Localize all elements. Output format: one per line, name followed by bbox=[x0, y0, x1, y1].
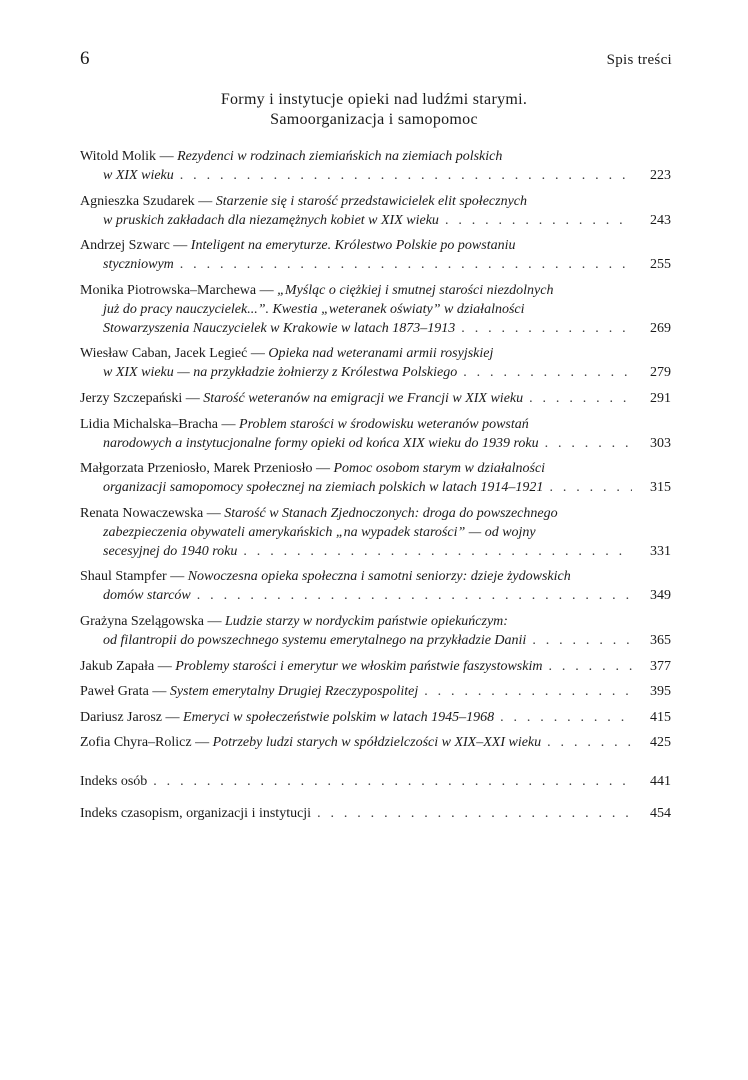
toc-author: Monika Piotrowska–Marchewa bbox=[80, 282, 257, 298]
toc-title: „Myśląc o ciężkiej i smutnej starości niezdolnych bbox=[277, 282, 554, 298]
dot-leader bbox=[500, 708, 632, 727]
toc-entry bbox=[80, 389, 671, 408]
toc-entry-text bbox=[103, 319, 455, 338]
toc-title: Starość w Stanach Zjednoczonych: droga do powszechnego bbox=[224, 505, 558, 521]
toc-title: Starość weteranów na emigracji we Francji w XIX wieku bbox=[203, 390, 524, 406]
dot-leader bbox=[243, 542, 632, 561]
page-number: 6 bbox=[80, 48, 90, 69]
toc-title: w pruskich zakładach dla niezamężnych kobiet w XIX wieku bbox=[103, 212, 439, 228]
toc-author: Grażyna Szelągowska bbox=[80, 613, 205, 629]
toc-entry bbox=[80, 708, 671, 727]
toc-author: Paweł Grata bbox=[80, 684, 149, 700]
dot-leader bbox=[180, 166, 632, 185]
toc-entry-line bbox=[80, 708, 671, 727]
toc-entry-line bbox=[80, 586, 671, 605]
toc-page-number: 255 bbox=[650, 257, 671, 273]
toc-page-number: 269 bbox=[650, 320, 671, 336]
toc-author: Małgorzata Przeniosło, Marek Przeniosło bbox=[80, 461, 313, 477]
toc-page-number: 395 bbox=[650, 684, 671, 700]
toc-entry-line bbox=[80, 434, 671, 453]
toc-entry-text bbox=[103, 211, 439, 230]
toc-title: od filantropii do powszechnego systemu emerytalnego na przykładzie Danii bbox=[103, 632, 527, 648]
index-entry-line bbox=[80, 772, 671, 791]
toc-page-number: 291 bbox=[650, 390, 671, 406]
section-title-line-1: Formy i instytucje opieki nad ludźmi starymi. bbox=[220, 91, 528, 108]
toc-entry-line bbox=[80, 281, 671, 300]
toc-entry bbox=[80, 281, 671, 338]
toc-author: Zofia Chyra–Rolicz bbox=[80, 735, 192, 751]
toc-entry bbox=[80, 504, 671, 561]
toc-entry-text: Andrzej Szwarc — Inteligent na emeryturze. Królestwo Polskie po powstaniu bbox=[80, 238, 516, 254]
toc-author: Dariusz Jarosz bbox=[80, 709, 163, 725]
toc-entry-text: Lidia Michalska–Bracha — Problem starości w środowisku weteranów powstań bbox=[80, 416, 529, 432]
toc-title: secesyjnej do 1940 roku bbox=[103, 543, 238, 559]
toc-page-number: 415 bbox=[650, 709, 671, 725]
dot-leader bbox=[424, 682, 632, 701]
toc-entry bbox=[80, 415, 671, 453]
dot-leader bbox=[180, 255, 632, 274]
toc-page-number: 303 bbox=[650, 435, 671, 451]
toc-title: Potrzeby ludzi starych w spółdzielczości w XIX–XXI wieku bbox=[212, 735, 542, 751]
toc-entry-line bbox=[80, 300, 671, 319]
toc-entry-text: Shaul Stampfer — Nowoczesna opieka społeczna i samotni seniorzy: dzieje żydowskich bbox=[80, 569, 571, 585]
toc-entry bbox=[80, 344, 671, 382]
toc-author: Andrzej Szwarc bbox=[80, 238, 170, 254]
toc-author: Witold Molik bbox=[80, 149, 157, 164]
toc-entry-text: Zofia Chyra–Rolicz — Potrzeby ludzi starych w spółdzielczości w XIX–XXI wieku bbox=[80, 735, 542, 751]
toc-title: już do pracy nauczycielek...”. Kwestia „weteranek oświaty” w działalności bbox=[103, 301, 525, 317]
toc-entry-line bbox=[80, 612, 671, 631]
toc-page-number: 315 bbox=[650, 480, 671, 496]
toc-entry bbox=[80, 147, 671, 185]
toc-page-number: 425 bbox=[650, 735, 671, 751]
dot-leader bbox=[463, 363, 632, 382]
toc-title: narodowych a instytucjonalne formy opieki od końca XIX wieku do 1939 roku bbox=[103, 435, 539, 451]
toc-title: organizacji samopomocy społecznej na ziemiach polskich w latach 1914–1921 bbox=[103, 480, 544, 496]
dot-leader bbox=[153, 772, 632, 791]
toc-entry-line bbox=[80, 523, 671, 542]
index-label: Indeks osób bbox=[80, 774, 148, 790]
toc-entry-text: Agnieszka Szudarek — Starzenie się i starość przedstawicielek elit społecznych bbox=[80, 193, 527, 209]
toc-entry-line bbox=[80, 631, 671, 650]
toc-title: domów starców bbox=[103, 588, 191, 604]
toc-title: w XIX wieku — na przykładzie żołnierzy z Królestwa Polskiego bbox=[103, 365, 458, 381]
toc-entry-line bbox=[80, 504, 671, 523]
toc-title: System emerytalny Drugiej Rzeczypospolitej bbox=[169, 684, 419, 700]
toc-author: Wiesław Caban, Jacek Legieć bbox=[80, 346, 248, 362]
toc-entry-line bbox=[80, 682, 671, 701]
index-page-number: 441 bbox=[650, 774, 671, 790]
toc-author: Shaul Stampfer bbox=[80, 569, 167, 585]
index-entry bbox=[80, 772, 671, 791]
running-head: Spis treści bbox=[606, 52, 672, 68]
toc-entry-line bbox=[80, 567, 671, 586]
toc-entry-line bbox=[80, 255, 671, 274]
toc-title: Problem starości w środowisku weteranów powstań bbox=[239, 416, 529, 432]
toc-title: Nowoczesna opieka społeczna i samotni seniorzy: dzieje żydowskich bbox=[187, 569, 571, 585]
toc-entry bbox=[80, 567, 671, 605]
toc-title: Emeryci w społeczeństwie polskim w latach 1945–1968 bbox=[183, 709, 495, 725]
toc-page-number: 223 bbox=[650, 168, 671, 183]
toc-entry-text bbox=[103, 166, 174, 185]
toc-title: Ludzie starzy w nordyckim państwie opiekuńczym: bbox=[225, 613, 508, 629]
toc-page-number: 365 bbox=[650, 632, 671, 648]
index-entry bbox=[80, 804, 671, 823]
dot-leader bbox=[461, 319, 632, 338]
toc-entry-text: Wiesław Caban, Jacek Legieć — Opieka nad weteranami armii rosyjskiej bbox=[80, 346, 494, 362]
toc-page-number: 331 bbox=[650, 543, 671, 559]
toc-entry-line bbox=[80, 211, 671, 230]
toc-page-number: 377 bbox=[650, 658, 671, 674]
toc-author: Renata Nowaczewska bbox=[80, 505, 204, 521]
toc-entry-text bbox=[103, 478, 543, 497]
toc-title: Inteligent na emeryturze. Królestwo Polskie po powstaniu bbox=[190, 238, 516, 254]
toc-title: w XIX wieku bbox=[103, 168, 174, 183]
toc-entry-text bbox=[103, 586, 191, 605]
dot-leader bbox=[529, 389, 632, 408]
toc-entry-text: Witold Molik — Rezydenci w rodzinach ziemiańskich na ziemiach polskich bbox=[80, 149, 503, 164]
toc-entry-text: Renata Nowaczewska — Starość w Stanach Zjednoczonych: droga do powszechnego bbox=[80, 505, 558, 521]
toc-entry-line bbox=[80, 478, 671, 497]
toc-author: Agnieszka Szudarek bbox=[80, 193, 195, 209]
dot-leader bbox=[317, 804, 632, 823]
index-page-number: 454 bbox=[650, 806, 671, 822]
index-label: Indeks czasopism, organizacji i instytucji bbox=[80, 806, 312, 822]
toc-title: zabezpieczenia obywateli amerykańskich „na wypadek starości” — od wojny bbox=[103, 524, 536, 540]
section-title bbox=[0, 90, 748, 130]
toc-entry bbox=[80, 657, 671, 676]
toc-author: Jerzy Szczepański bbox=[80, 390, 183, 406]
toc-title: Stowarzyszenia Nauczycielek w Krakowie w latach 1873–1913 bbox=[103, 320, 456, 336]
dot-leader bbox=[197, 586, 632, 605]
toc-entry bbox=[80, 682, 671, 701]
toc-entry-text: Paweł Grata — System emerytalny Drugiej Rzeczypospolitej bbox=[80, 684, 419, 700]
toc-entry-line bbox=[80, 166, 671, 185]
dot-leader bbox=[445, 211, 632, 230]
toc-entry bbox=[80, 236, 671, 274]
toc-page-number: 349 bbox=[650, 588, 671, 604]
toc-title: styczniowym bbox=[103, 257, 174, 273]
dot-leader bbox=[549, 478, 632, 497]
toc-entry-text: Jakub Zapała — Problemy starości i emerytur we włoskim państwie faszystowskim bbox=[80, 658, 543, 674]
dot-leader bbox=[545, 434, 632, 453]
toc-entry-line bbox=[80, 459, 671, 478]
toc-entry-line bbox=[80, 363, 671, 382]
toc-entry-line bbox=[80, 192, 671, 211]
toc-entry-line bbox=[80, 319, 671, 338]
toc-entry-text bbox=[103, 631, 526, 650]
toc-entry-line bbox=[80, 147, 671, 166]
toc-title: Starzenie się i starość przedstawicielek elit społecznych bbox=[215, 193, 527, 209]
toc-title: Rezydenci w rodzinach ziemiańskich na ziemiach polskich bbox=[177, 149, 503, 164]
toc-entry-text: Grażyna Szelągowska — Ludzie starzy w nordyckim państwie opiekuńczym: bbox=[80, 613, 508, 629]
toc-author: Lidia Michalska–Bracha bbox=[80, 416, 219, 432]
toc-entry-text: Monika Piotrowska–Marchewa — „Myśląc o ciężkiej i smutnej starości niezdolnych bbox=[80, 282, 554, 298]
toc-title: Problemy starości i emerytur we włoskim państwie faszystowskim bbox=[175, 658, 543, 674]
toc-entry-line bbox=[80, 733, 671, 752]
toc-entry-text: Jerzy Szczepański — Starość weteranów na emigracji we Francji w XIX wieku bbox=[80, 390, 524, 406]
toc-entry bbox=[80, 612, 671, 650]
toc-entry-line bbox=[80, 389, 671, 408]
toc-entry-text bbox=[103, 255, 174, 274]
toc-entry-line bbox=[80, 344, 671, 363]
toc-entry-line bbox=[80, 542, 671, 561]
toc-entry-text: Małgorzata Przeniosło, Marek Przeniosło — Pomoc osobom starym w działalności bbox=[80, 461, 546, 477]
section-title-line-2: Samoorganizacja i samopomoc bbox=[270, 111, 478, 128]
toc-entry-text bbox=[103, 300, 525, 319]
toc-entry-text: Dariusz Jarosz — Emeryci w społeczeństwie polskim w latach 1945–1968 bbox=[80, 709, 495, 725]
toc-entry-text bbox=[103, 434, 539, 453]
toc-entry bbox=[80, 733, 671, 752]
dot-leader bbox=[547, 733, 632, 752]
toc-entry-line bbox=[80, 236, 671, 255]
table-of-contents bbox=[80, 147, 671, 830]
toc-title: Opieka nad weteranami armii rosyjskiej bbox=[268, 346, 494, 362]
toc-entry bbox=[80, 459, 671, 497]
toc-entry bbox=[80, 192, 671, 230]
toc-entry-line bbox=[80, 415, 671, 434]
toc-entry-line bbox=[80, 657, 671, 676]
toc-page-number: 279 bbox=[650, 365, 671, 381]
toc-entry-text bbox=[103, 523, 536, 542]
toc-entry-text bbox=[103, 542, 237, 561]
toc-page-number: 243 bbox=[650, 212, 671, 228]
toc-entry-text bbox=[103, 363, 457, 382]
dot-leader bbox=[532, 631, 632, 650]
index-entry-line bbox=[80, 804, 671, 823]
toc-title: Pomoc osobom starym w działalności bbox=[333, 461, 546, 477]
toc-author: Jakub Zapała bbox=[80, 658, 155, 674]
dot-leader bbox=[548, 657, 632, 676]
